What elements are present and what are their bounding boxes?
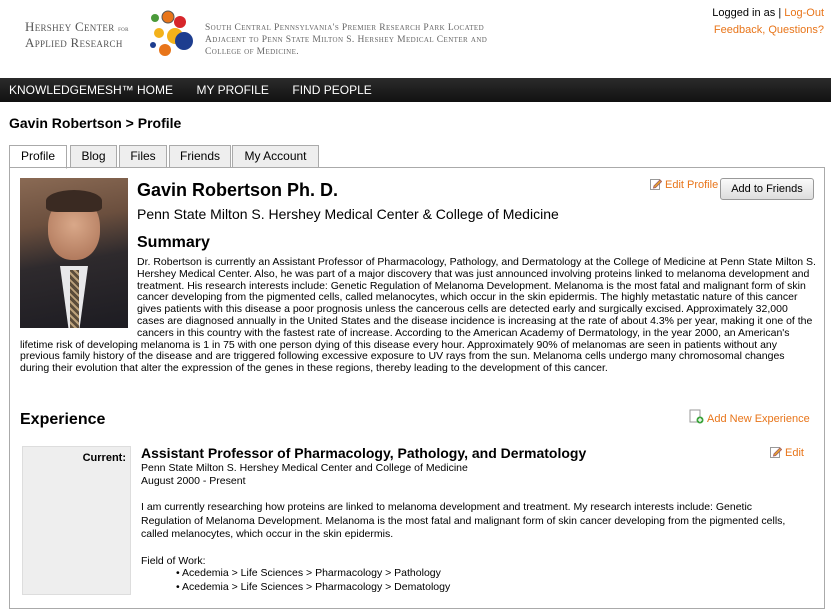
add-document-icon xyxy=(689,409,704,424)
profile-name: Gavin Robertson Ph. D. xyxy=(137,180,339,200)
breadcrumb: Gavin Robertson > Profile xyxy=(9,115,182,131)
edit-profile-label: Edit Profile xyxy=(665,179,719,191)
user-box xyxy=(712,5,824,39)
tab-files[interactable]: Files xyxy=(119,145,167,168)
site-header xyxy=(0,0,831,78)
job-description: I am currently researching how proteins are linked to melanoma development and treatment. My research interests include: Genetic Regulation of Melanoma Development. Melanoma is the most fatal and malignant form of skin cancer developing from the pigmented cells, called melanocytes, which occur in the skin epidermis. xyxy=(141,501,786,540)
tab-friends[interactable]: Friends xyxy=(169,145,231,168)
edit-experience-link[interactable] xyxy=(770,446,804,459)
logo[interactable] xyxy=(25,20,129,49)
add-experience-label: Add New Experience xyxy=(707,413,810,425)
nav-my-profile[interactable]: MY PROFILE xyxy=(196,83,269,97)
field-item: • Acedemia > Life Sciences > Pharmacology > Dematology xyxy=(176,580,451,593)
experience-heading: Experience xyxy=(20,411,106,428)
logo-line2: Applied Research xyxy=(25,35,123,50)
logo-for: for xyxy=(118,25,129,33)
summary-text-block xyxy=(20,257,816,375)
logo-line1: Hershey Center xyxy=(25,19,115,34)
profile-panel xyxy=(9,167,825,609)
summary-heading: Summary xyxy=(137,234,210,251)
edit-profile-link[interactable] xyxy=(650,178,718,191)
field-of-work-label: Field of Work: xyxy=(141,555,206,567)
feedback-link[interactable]: Feedback, Questions? xyxy=(713,24,824,36)
field-item: • Acedemia > Life Sciences > Pharmacology > Pathology xyxy=(176,567,441,579)
job-dates: August 2000 - Present xyxy=(141,475,246,487)
logo-dots-icon xyxy=(145,10,195,66)
add-to-friends-button[interactable]: Add to Friends xyxy=(720,178,814,200)
job-organization: Penn State Milton S. Hershey Medical Center and College of Medicine xyxy=(141,462,468,474)
field-of-work-list xyxy=(176,567,450,594)
profile-organization: Penn State Milton S. Hershey Medical Center & College of Medicine xyxy=(137,206,559,222)
edit-icon xyxy=(770,446,782,458)
summary-text: Dr. Robertson is currently an Assistant Professor of Pharmacology, Pathology, and Dermatology at the College of Medicine at Penn State Milton S. Hershey Medical Center. Also, he was part of a major discovery that was just announced involving proteins linked to melanoma development and treatment. His research interests include: Genetic Regulation of Melanoma Development. Melanoma is the most fatal and malignant form of skin cancer developing from the pigmented cells, called melanocytes, which occur in the skin epidermis. The highly metastatic nature of this cancer gives patients with this disease a poor prognosis unless the cancerous cells are detected early and surgically excised. Approximately 32,000 cases are diagnosed annually in the United States and the disease incidence is increasing at the rate of about 4.3% per year, making it one of the cancers in this country with the fastest rate of increase. According to the American Academy of Dermatology, in the year 2000, an American's lifetime risk of developing melanoma is 1 in 75 with one person dying of this disease every hour. Approximately 90% of melanomas are seen in patients without any previous family history of the disease and are triggered following excessive exposure to UV rays from the sun. Melanoma cells undergo many chromosomal changes during their evolution that alter the expression of the genes in these regions, thereby leading to the development of this cancer. xyxy=(20,256,816,375)
logged-in-text: Logged in as xyxy=(712,7,776,19)
tab-blog[interactable]: Blog xyxy=(70,145,117,168)
nav-find-people[interactable]: FIND PEOPLE xyxy=(292,83,372,97)
separator: | xyxy=(778,7,782,19)
edit-icon xyxy=(650,178,662,190)
current-label-box xyxy=(22,446,131,595)
tab-profile[interactable]: Profile xyxy=(9,145,67,169)
edit-experience-label: Edit xyxy=(785,447,804,459)
main-nav xyxy=(0,78,831,102)
logout-link[interactable]: Log-Out xyxy=(784,7,824,19)
job-title: Assistant Professor of Pharmacology, Pathology, and Dermatology xyxy=(141,445,587,461)
add-experience-link[interactable] xyxy=(689,409,810,425)
nav-home[interactable]: KNOWLEDGEMESH™ HOME xyxy=(9,83,174,97)
tab-my-account[interactable]: My Account xyxy=(232,145,319,168)
current-label: Current: xyxy=(82,452,126,464)
tagline: South Central Pennsylvania's Premier Research Park Located Adjacent to Penn State Milton S. Hershey Medical Center and College of Medicine. xyxy=(205,23,488,57)
